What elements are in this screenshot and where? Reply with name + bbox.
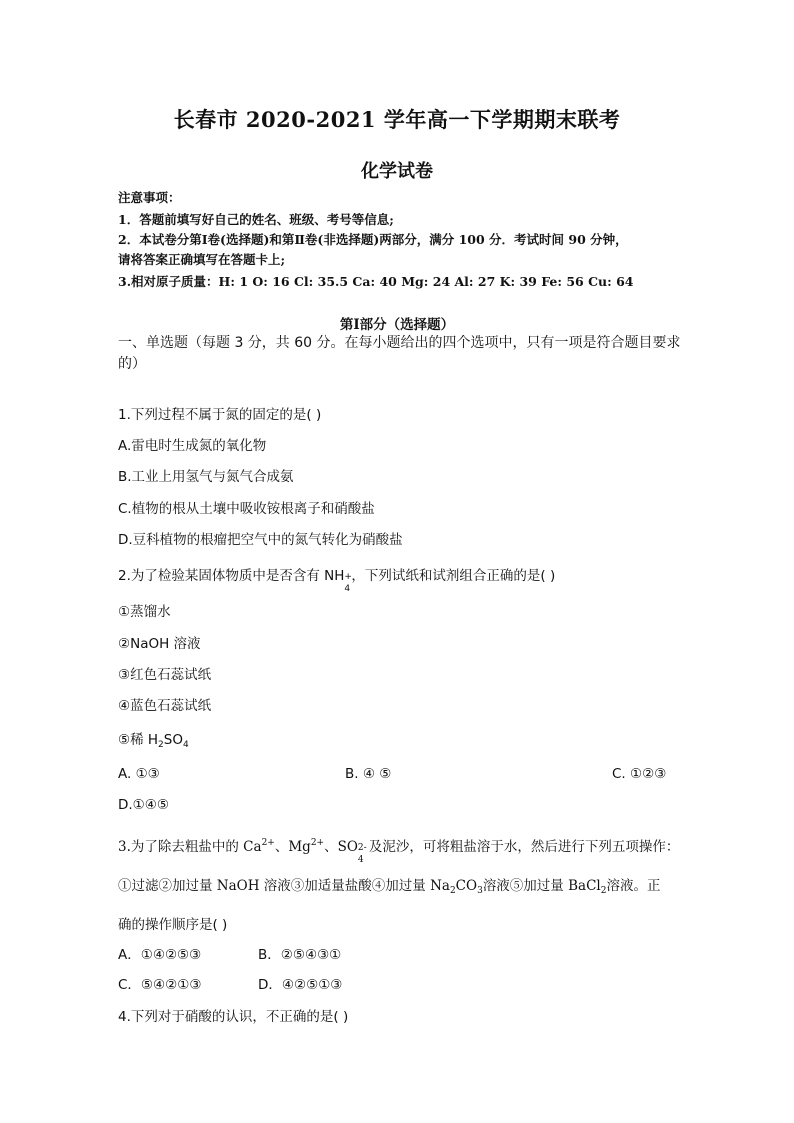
q2-stem-sup: + [344, 572, 352, 582]
q2-reagent-2: ②NaOH 溶液 [118, 636, 201, 652]
q2-reagent5-sub1: 2 [158, 740, 164, 750]
q3-stem2-post: 溶液。正 [606, 878, 661, 894]
notice-item-3: 3.相对原子质量：H: 1 O: 16 Cl: 35.5 Ca: 40 Mg: 24 Al: 27 K: 39 Fe: 56 Cu: 64 [118, 274, 634, 289]
q1-option-c: C.植物的根从土壤中吸收铵根离子和硝酸盐 [118, 501, 375, 517]
q3-stem2-pre: ①过滤②加过量 NaOH 溶液③加适量盐酸④加过量 Na [118, 878, 450, 894]
section-instruction: 一、单选题（每题 3 分，共 60 分。在每小题给出的四个选项中，只有一项是符合题目要求的） [118, 335, 681, 372]
q3-ba-sub: 2 [600, 886, 607, 896]
exam-title: 长春市 2020-2021 学年高一下学期期末联考 [173, 107, 621, 132]
q4-stem: 4.下列对于硝酸的认识，不正确的是( ) [118, 1009, 349, 1025]
q1-option-a: A.雷电时生成氮的氧化物 [118, 438, 267, 454]
q3-option-d: D．④②⑤①③ [258, 977, 343, 993]
q2-reagent-1: ①蒸馏水 [118, 604, 171, 620]
q2-reagent-4: ④蓝色石蕊试纸 [118, 698, 212, 714]
q3-so-charge: 2- [357, 843, 367, 853]
q2-stem-pre: 2.为了检验某固体物质中是否含有 NH [118, 568, 345, 584]
q3-na-sub: 2 [449, 886, 456, 896]
q3-mg-charge: 2+ [310, 838, 325, 848]
q1-option-b: B.工业上用氢气与氮气合成氨 [118, 469, 294, 485]
notice-item-1: 1．答题前填写好自己的姓名、班级、考号等信息; [118, 212, 394, 227]
q1-option-d: D.豆科植物的根瘤把空气中的氮气转化为硝酸盐 [118, 532, 403, 548]
q3-option-b: B．②⑤④③① [258, 947, 342, 963]
q3-stem1-post: 及泥沙，可将粗盐溶于水，然后进行下列五项操作： [368, 839, 680, 855]
q3-stem1-mid1: 、Mg [274, 839, 311, 855]
q2-stem-sub: 4 [344, 584, 351, 594]
q3-stem-line2 [118, 874, 660, 896]
q2-option-d: D.①④⑤ [118, 797, 169, 813]
q2-option-b: B. ④ ⑤ [345, 766, 392, 782]
q3-option-a: A．①④②⑤③ [118, 947, 202, 963]
q3-stem1-mid2: 、SO [324, 839, 358, 855]
q2-reagent-3: ③红色石蕊试纸 [118, 667, 212, 683]
exam-subject: 化学试卷 [361, 161, 433, 182]
q3-so-sub: 4 [357, 855, 364, 865]
q2-reagent5-sub2: 4 [182, 740, 189, 750]
section-title: 第Ⅰ部分（选择题） [339, 317, 455, 333]
notice-heading: 注意事项： [118, 190, 181, 205]
q2-option-c: C. ①②③ [612, 766, 667, 782]
q2-reagent5-mid: SO [163, 732, 183, 748]
q2-stem-post: ，下列试纸和试剂组合正确的是( ) [351, 568, 556, 584]
q2-reagent5-pre: ⑤稀 H [118, 732, 159, 748]
q2-stem [118, 564, 556, 594]
notice-item-2-cont: 请将答案正确填写在答题卡上; [118, 252, 286, 267]
notice-item-2: 2．本试卷分第Ⅰ卷(选择题)和第Ⅱ卷(非选择题)两部分，满分 100 分．考试时间 90 分钟， [118, 232, 628, 247]
q3-ca-charge: 2+ [261, 838, 275, 848]
q1-stem: 1.下列过程不属于氮的固定的是( ) [118, 407, 322, 423]
q3-stem-line3: 确的操作顺序是( ) [118, 917, 228, 933]
q3-stem1-pre: 3.为了除去粗盐中的 Ca [118, 839, 262, 855]
q3-option-c: C．⑤④②①③ [118, 977, 202, 993]
q2-option-a: A. ①③ [118, 766, 160, 782]
q3-stem2-mid2: 溶液⑤加过量 BaCl [482, 878, 601, 894]
q2-reagent-5 [118, 728, 189, 750]
q3-stem-line1 [118, 835, 680, 865]
q3-stem2-mid: CO [455, 878, 478, 894]
q3-co-sub: 3 [477, 886, 483, 896]
